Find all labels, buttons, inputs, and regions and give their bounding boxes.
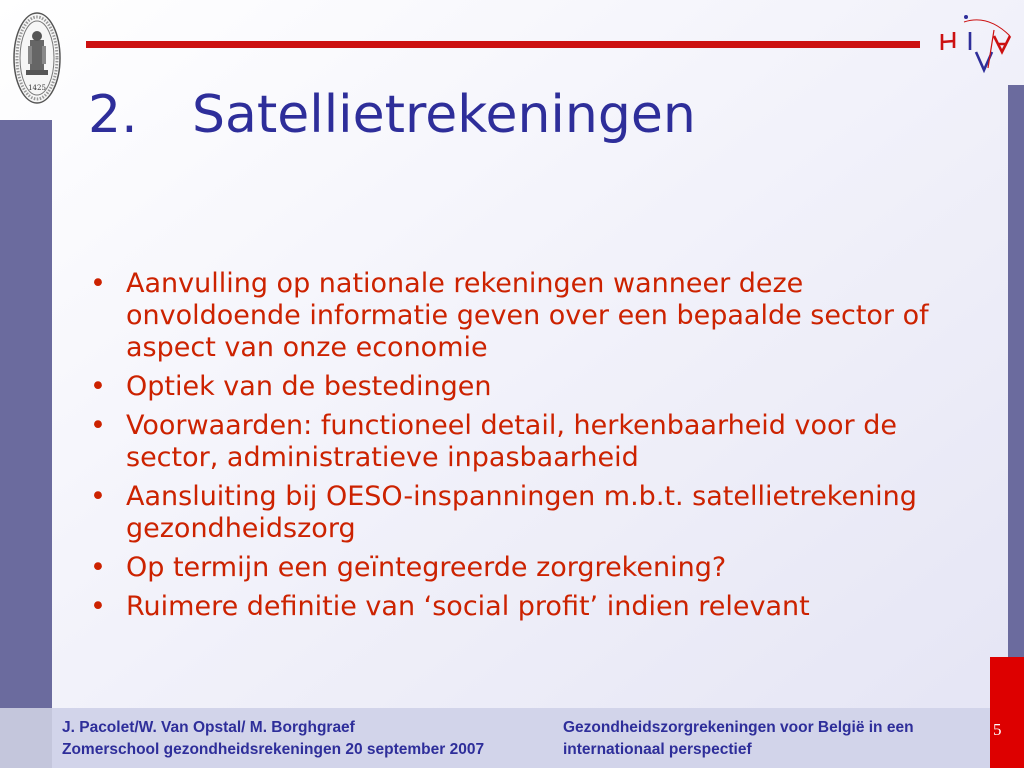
bullet-item (90, 552, 950, 584)
footer-right-line1: Gezondheidszorgrekeningen voor België in een (563, 719, 914, 736)
footer-left-line1: J. Pacolet/W. Van Opstal/ M. Borghgraef (62, 719, 355, 736)
title-number: 2. (88, 85, 138, 145)
bullet-item (90, 481, 950, 545)
footer-right-line2: internationaal perspectief (563, 741, 752, 758)
bullet-marker: • (90, 591, 106, 622)
bullet-marker: • (90, 481, 106, 512)
bullet-text: Ruimere definitie van ‘social profit’ indien relevant (126, 591, 810, 622)
bullet-marker: • (90, 410, 106, 441)
bullet-marker: • (90, 371, 106, 402)
bullet-text: Op termijn een geïntegreerde zorgrekening? (126, 552, 727, 583)
bullet-text: Aansluiting bij OESO-inspanningen m.b.t. satellietrekening gezondheidszorg (126, 481, 917, 544)
title-text: Satellietrekeningen (192, 85, 696, 145)
university-seal-icon (12, 10, 62, 106)
bullet-item (90, 371, 950, 403)
slide-title (88, 82, 696, 148)
bullet-item (90, 268, 950, 364)
bullet-list (90, 268, 950, 630)
bullet-item (90, 410, 950, 474)
bullet-marker: • (90, 268, 106, 299)
footer-corner-block (0, 708, 52, 768)
title-rule (86, 41, 920, 48)
page-number-block (990, 657, 1024, 768)
footer-left-line2: Zomerschool gezondheidsrekeningen 20 september 2007 (62, 741, 485, 758)
seal-year: 1425 (28, 84, 46, 92)
bullet-text: Aanvulling op nationale rekeningen wanneer deze onvoldoende informatie geven over een bepaalde sector of aspect van onze economie (126, 268, 929, 363)
left-accent-band (0, 120, 52, 708)
bullet-text: Voorwaarden: functioneel detail, herkenbaarheid voor de sector, administratieve inpasbaarheid (126, 410, 897, 473)
bullet-marker: • (90, 552, 106, 583)
page-number: 5 (993, 720, 1002, 739)
bullet-text: Optiek van de bestedingen (126, 371, 492, 402)
bullet-item (90, 591, 950, 623)
hiva-logo-icon (936, 12, 1020, 76)
right-accent-band (1008, 85, 1024, 657)
